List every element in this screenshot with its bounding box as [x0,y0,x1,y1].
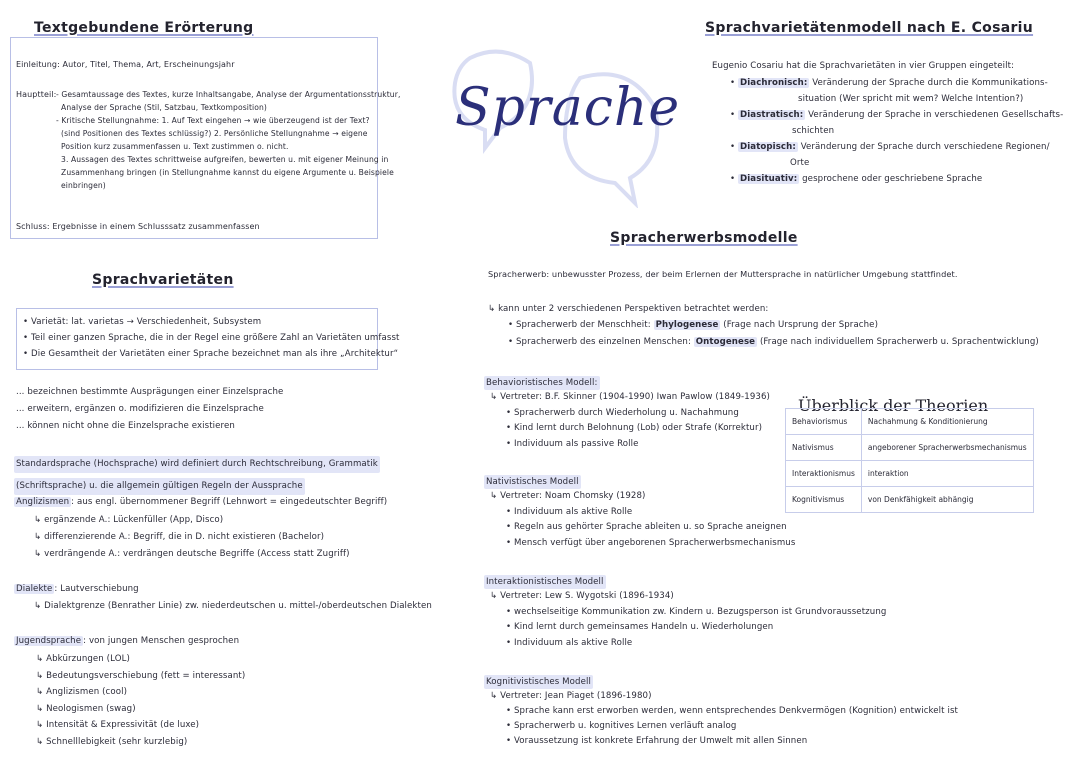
standardsprache-line: (Schriftsprache) u. die allgemein gültigen Regeln der Aussprache [14,478,305,495]
cosariu-text: Orte [790,158,810,168]
model-title: Kognitivistisches Modell [486,677,591,687]
hauptteil-line: 3. Aussagen des Textes schrittweise aufgreifen, bewerten u. mit eigener Meinung in [56,155,389,164]
cosariu-item [730,155,1060,171]
cosariu-term: Diastratisch: [740,110,804,120]
perspektive-c: (Frage nach Ursprung der Sprache) [723,320,879,330]
erorterung-einleitung: Einleitung: Autor, Titel, Thema, Art, Erscheinungsjahr [16,60,235,69]
anglizismen-list [34,512,350,563]
cosariu-item [730,123,1060,139]
model-line: • Kind lernt durch Belohnung (Lob) oder Strafe (Korrektur) [506,423,763,433]
model-line: • Mensch verfügt über angeborenen Spracherwerbsmechanismus [506,537,796,548]
model-interaktionistisch [484,569,886,651]
model-title: Nativistisches Modell [486,477,579,487]
table-cell: angeborener Spracherwerbsmechanismus [861,435,1033,461]
hauptteil-line: - Gesamtaussage des Textes, kurze Inhaltsangabe, Analyse der Argumentationsstruktur, [56,90,401,99]
perspektive-phylogenese [508,319,878,332]
cosariu-item: • Diachronisch: Veränderung der Sprache durch die Kommunikations- [730,78,1048,88]
model-line: • wechselseitige Kommunikation zw. Kindern u. Bezugsperson ist Grundvoraussetzung [506,606,887,617]
cosariu-text: schichten [792,126,835,136]
model-line: ↳ Vertreter: Jean Piaget (1896-1980) [490,691,652,701]
model-line: • Spracherwerb u. kognitives Lernen verläuft analog [506,721,737,731]
model-title: Behavioristisches Modell: [486,378,598,388]
model-line: ↳ Vertreter: Noam Chomsky (1928) [490,491,646,501]
model-line: • Regeln aus gehörter Sprache ableiten u. so Sprache aneignen [506,522,787,532]
dialekte [14,583,139,596]
dialekte-item: ↳ Dialektgrenze (Benrather Linie) zw. niederdeutschen u. mittel-/oberdeutschen Dialekten [34,601,432,611]
hauptteil-line: (sind Positionen des Textes schlüssig?) 2. Persönliche Stellungnahme → eigene [56,129,368,138]
varietaeten-list [16,384,283,435]
jugendsprache-item: ↳ Intensität & Expressivität (de luxe) [36,720,200,730]
table-row [786,487,1034,513]
varietaeten-list-item: ... erweitern, ergänzen o. modifizieren die Einzelsprache [16,404,264,414]
model-nativistisch [484,469,795,551]
cosariu-list [730,75,1064,187]
dialekte-def: : Lautverschiebung [54,584,139,594]
hauptteil-line: Analyse der Sprache (Stil, Satzbau, Textkomposition) [56,103,267,112]
model-line: • Sprache kann erst erworben werden, wenn entsprechendes Denkvermögen (Kognition) entwickelt ist [506,706,958,716]
model-line: • Individuum als aktive Rolle [506,637,633,648]
table-cell: Kognitivismus [786,487,862,513]
perspektive-b: Phylogenese [655,320,719,330]
model-title: Interaktionistisches Modell [486,577,604,587]
jugendsprache-item: ↳ Abkürzungen (LOL) [36,654,130,664]
erorterung-hauptteil [56,88,400,192]
hauptteil-line: Position kurz zusammenfassen u. Text zustimmen o. nicht. [56,142,289,151]
perspektive-b: Ontogenese [695,337,756,347]
perspektive-ontogenese [508,336,1039,349]
model-line: • Individuum als aktive Rolle [506,506,633,517]
anglizismen-label: Anglizismen [16,497,70,507]
spracherwerb-intro: Spracherwerb: unbewusster Prozess, der beim Erlernen der Muttersprache in natürlicher Umgebung stattfindet. [488,269,958,279]
jugendsprache [14,635,239,648]
anglizismen [14,496,387,509]
varietaeten-box [16,308,400,370]
model-line: • Voraussetzung ist konkrete Erfahrung der Umwelt mit allen Sinnen [506,736,808,746]
hauptteil-line: Zusammenhang bringen (in Stellungnahme kannst du eigene Argumente u. Beispiele [56,168,394,177]
jugendsprache-def: : von jungen Menschen gesprochen [83,636,240,646]
model-line: ↳ Vertreter: B.F. Skinner (1904-1990) Iwan Pawlow (1849-1936) [490,392,770,402]
varietaeten-list-item: ... bezeichnen bestimmte Ausprägungen einer Einzelsprache [16,387,284,397]
cosariu-term: Diatopisch: [740,142,796,152]
model-behavioristisch [484,370,770,452]
model-line: ↳ Vertreter: Lew S. Wygotski (1896-1934) [490,591,674,601]
cosariu-term: Diasituativ: [740,174,798,184]
jugendsprache-item: ↳ Anglizismen (cool) [36,687,128,697]
table-cell: Nachahmung & Konditionierung [861,409,1033,435]
varietaeten-box-line: • Varietät: lat. varietas → Verschiedenheit, Subsystem [23,317,262,327]
standardsprache-line: Standardsprache (Hochsprache) wird definiert durch Rechtschreibung, Grammatik [14,456,380,473]
anglizismen-item: ↳ verdrängende A.: verdrängen deutsche Begriffe (Access statt Zugriff) [34,549,350,559]
cosariu-text: gesprochene oder geschriebene Sprache [802,174,983,184]
jugendsprache-item: ↳ Neologismen (swag) [36,703,136,714]
table-cell: Behaviorismus [786,409,862,435]
cosariu-intro: Eugenio Cosariu hat die Sprachvarietäten in vier Gruppen eingeteilt: [712,61,1015,71]
table-cell: Interaktionismus [786,461,862,487]
erorterung-schluss: Schluss: Ergebnisse in einem Schlusssatz zusammenfassen [16,222,260,231]
table-cell: interaktion [861,461,1033,487]
cosariu-item: • Diastratisch: Veränderung der Sprache in verschiedenen Gesellschafts- [730,110,1064,120]
anglizismen-item: ↳ differenzierende A.: Begriff, die in D. nicht existieren (Bachelor) [34,532,325,542]
perspektive-c: (Frage nach individuellem Spracherwerb u. Sprachentwicklung) [759,337,1039,347]
cosariu-item: • Diatopisch: Veränderung der Sprache durch verschiedene Regionen/ [730,142,1050,152]
erorterung-heading: Textgebundene Erörterung [34,20,254,36]
varietaeten-box-line: • Teil einer ganzen Sprache, die in der Regel eine größere Zahl an Varietäten umfasst [23,333,400,343]
cosariu-heading: Sprachvarietätenmodell nach E. Cosariu [705,20,1034,36]
perspektive-a: • Spracherwerb des einzelnen Menschen: [508,337,691,347]
model-line: • Kind lernt durch gemeinsames Handeln u. Wiederholungen [506,622,774,632]
jugendsprache-item: ↳ Bedeutungsverschiebung (fett = interessant) [36,670,246,681]
cosariu-text: Veränderung der Sprache durch die Kommunikations- [812,78,1048,88]
jugendsprache-label: Jugendsprache [16,636,82,646]
page-title: Sprache [455,78,681,138]
table-cell: Nativismus [786,435,862,461]
table-row [786,461,1034,487]
ueberblick-table [785,408,1034,513]
jugendsprache-item: ↳ Schnelllebigkeit (sehr kurzlebig) [36,736,188,747]
cosariu-term: Diachronisch: [740,78,808,88]
perspektive-a: • Spracherwerb der Menschheit: [508,320,651,330]
ueberblick-heading: Überblick der Theorien [798,396,989,415]
erorterung-hauptteil-label: Hauptteil: [16,90,57,99]
anglizismen-item: ↳ ergänzende A.: Lückenfüller (App, Disco) [34,515,224,525]
cosariu-text: Veränderung der Sprache in verschiedenen Gesellschafts- [808,110,1064,120]
cosariu-text: situation (Wer spricht mit wem? Welche Intention?) [798,94,1024,104]
table-row [786,409,1034,435]
hauptteil-line: einbringen) [56,181,106,190]
model-line: • Individuum als passive Rolle [506,438,639,449]
anglizismen-def: : aus engl. übernommener Begriff (Lehnwort = eingedeutschter Begriff) [71,497,388,507]
hauptteil-line: - Kritische Stellungnahme: 1. Auf Text eingehen → wie überzeugend ist der Text? [56,116,370,125]
standardsprache [14,451,380,495]
cosariu-item: • Diasituativ: gesprochene oder geschriebene Sprache [730,174,983,184]
varietaeten-box-line: • Die Gesamtheit der Varietäten einer Sprache bezeichnet man als ihre „Architektur“ [23,349,399,359]
model-kognitivistisch [484,669,958,749]
varietaeten-list-item: ... können nicht ohne die Einzelsprache existieren [16,421,235,431]
dialekte-label: Dialekte [16,584,53,594]
jugendsprache-list [36,651,245,750]
table-row [786,435,1034,461]
spracherwerb-heading: Spracherwerbsmodelle [610,230,798,246]
cosariu-text: Veränderung der Sprache durch verschiedene Regionen/ [800,142,1050,152]
cosariu-item [730,91,1060,107]
spracherwerb-arrow: ↳ kann unter 2 verschiedenen Perspektiven betrachtet werden: [488,304,769,314]
table-cell: von Denkfähigkeit abhängig [861,487,1033,513]
model-line: • Spracherwerb durch Wiederholung u. Nachahmung [506,407,739,418]
varietaeten-heading: Sprachvarietäten [92,272,234,288]
